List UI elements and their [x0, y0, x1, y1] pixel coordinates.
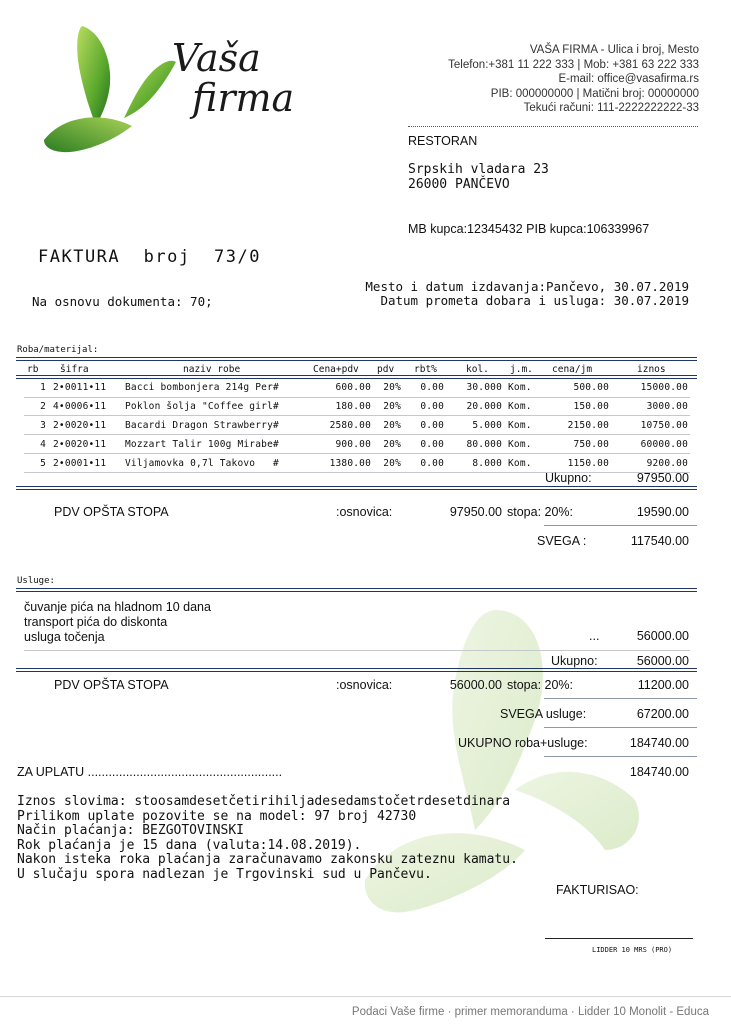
header-dotted-rule [408, 126, 698, 127]
cell-rb: 3 [40, 419, 46, 431]
cell-name: Mozzart Talir 100g Mirabe# [125, 438, 279, 450]
goods-vat-label: PDV OPŠTA STOPA [54, 505, 169, 519]
cell-amount: 60000.00 [640, 438, 688, 450]
cell-code: 4•0006•11 [53, 400, 107, 412]
col-header-name: naziv robe [183, 364, 241, 375]
payment-note: Način plaćanja: BEZGOTOVINSKI [17, 823, 244, 839]
cell-vat: 20% [383, 438, 401, 450]
cell-unit: Kom. [508, 400, 532, 412]
cell-unit: Kom. [508, 419, 532, 431]
grand-total-rule [544, 756, 697, 757]
cell-unit-price: 2150.00 [567, 419, 609, 431]
cell-qty: 5.000 [472, 419, 502, 431]
payment-note: U slučaju spora nadlezan je Trgovinski sud u Pančevu. [17, 866, 432, 882]
row-divider [24, 434, 690, 435]
services-vat-rule [544, 698, 697, 699]
services-vat-label: PDV OPŠTA STOPA [54, 678, 169, 692]
services-total-rule [16, 668, 697, 672]
cell-rb: 1 [40, 382, 46, 393]
col-header-vat: pdv [377, 364, 395, 375]
company-info-line: VAŠA FIRMA - Ulica i broj, Mesto [529, 44, 699, 56]
logo-text-line2: firma [192, 76, 295, 120]
goods-header-bottom-rule [16, 375, 697, 379]
goods-total-value: 97950.00 [636, 471, 689, 485]
cell-discount: 0.00 [420, 457, 444, 469]
cell-unit: Kom. [508, 457, 532, 469]
services-base-label: :osnovica: [336, 678, 393, 692]
services-sum-rule [544, 727, 697, 728]
cell-vat: 20% [383, 419, 401, 431]
payment-note: Nakon isteka roka plaćanja zaračunavamo zakonsku zateznu kamatu. [17, 852, 518, 868]
payment-value: 184740.00 [629, 765, 689, 779]
signed-label: FAKTURISAO: [556, 883, 639, 897]
cell-qty: 30.000 [466, 382, 502, 393]
cell-discount: 0.00 [420, 400, 444, 412]
cell-code: 2•0001•11 [53, 457, 107, 469]
services-section-label: Usluge: [17, 576, 55, 586]
row-divider [24, 415, 690, 416]
col-header-code: šifra [60, 364, 89, 375]
goods-sum-value: 117540.00 [630, 534, 689, 548]
cell-code: 2•0020•11 [53, 419, 107, 431]
col-header-discount: rbt% [414, 364, 437, 375]
cell-qty: 80.000 [466, 438, 502, 450]
cell-rb: 2 [40, 400, 46, 412]
cell-qty: 8.000 [472, 457, 502, 469]
cell-unit-price: 500.00 [573, 382, 609, 393]
col-header-qty: kol. [466, 364, 489, 375]
cell-vat: 20% [383, 382, 401, 393]
payment-note: Prilikom uplate pozovite se na model: 97 broj 42730 [17, 808, 417, 824]
company-logo-icon [40, 22, 180, 157]
goods-total-label: Ukupno: [545, 471, 592, 485]
footer-text: Podaci Vaše firme · primer memoranduma · Lidder 10 Monolit - Educa [351, 1006, 709, 1018]
cell-name: Bacci bombonjera 214g Per# [125, 382, 279, 393]
goods-sum-label: SVEGA : [537, 534, 587, 548]
invoice-place-date: Mesto i datum izdavanja:Pančevo, 30.07.2019 [365, 279, 689, 294]
service-line: čuvanje pića na hladnom 10 dana [24, 600, 211, 614]
cell-unit-price: 750.00 [573, 438, 609, 450]
goods-vat-value: 19590.00 [636, 505, 689, 519]
cell-discount: 0.00 [420, 382, 444, 393]
cell-price-vat: 600.00 [335, 382, 371, 393]
cell-amount: 3000.00 [646, 400, 688, 412]
cell-amount: 9200.00 [646, 457, 688, 469]
goods-base-value: 97950.00 [449, 505, 502, 519]
row-divider [24, 397, 690, 398]
signature-line [545, 938, 693, 939]
services-total-value: 56000.00 [636, 654, 689, 668]
buyer-city: 26000 PANČEVO [408, 177, 510, 192]
cell-price-vat: 1380.00 [329, 457, 371, 469]
services-rate-label: stopa: 20%: [507, 678, 574, 692]
services-total-label: Ukupno: [551, 654, 598, 668]
service-dots: ... [589, 629, 600, 643]
invoice-title: FAKTURA broj 73/0 [38, 247, 261, 267]
company-info-line: Telefon:+381 11 222 333 | Mob: +381 63 222 333 [448, 58, 699, 71]
cell-vat: 20% [383, 400, 401, 412]
col-header-amount: iznos [637, 364, 666, 375]
software-label: LIDDER 10 MRS (PRO) [592, 946, 673, 954]
company-info-line: PIB: 000000000 | Matični broj: 00000000 [490, 87, 699, 100]
payment-label: ZA UPLATU ........................................................ [17, 765, 283, 779]
payment-note: Rok plaćanja je 15 dana (valuta:14.08.2019). [17, 837, 362, 853]
services-base-value: 56000.00 [449, 678, 502, 692]
services-sum-value: 67200.00 [636, 707, 689, 721]
buyer-name: RESTORAN [408, 134, 478, 148]
payment-notes [17, 795, 518, 883]
cell-discount: 0.00 [420, 419, 444, 431]
cell-name: Poklon šolja "Coffee girl# [125, 400, 279, 412]
logo-text-line1: Vaša [172, 36, 261, 80]
services-header-rule [16, 588, 697, 592]
cell-code: 2•0020•11 [53, 438, 107, 450]
cell-name: Viljamovka 0,7l Takovo # [125, 457, 279, 469]
service-line-value: 56000.00 [636, 629, 689, 643]
cell-rb: 4 [40, 438, 46, 450]
cell-unit: Kom. [508, 382, 532, 393]
cell-unit: Kom. [508, 438, 532, 450]
cell-amount: 15000.00 [640, 382, 688, 393]
goods-header-rule [16, 357, 697, 361]
goods-total-rule [16, 486, 697, 490]
cell-name: Bacardi Dragon Strawberry# [125, 419, 279, 431]
footer-rule [0, 996, 731, 997]
services-sum-label: SVEGA usluge: [500, 707, 587, 721]
invoice-trade-date: Datum prometa dobara i usluga: 30.07.2019 [380, 293, 689, 308]
services-row-rule [24, 650, 690, 651]
cell-price-vat: 2580.00 [329, 419, 371, 431]
goods-base-label: :osnovica: [336, 505, 393, 519]
cell-unit-price: 1150.00 [567, 457, 609, 469]
col-header-price-vat: Cena+pdv [313, 364, 359, 375]
grand-total-value: 184740.00 [629, 736, 689, 750]
goods-section-label: Roba/materijal: [17, 345, 99, 355]
goods-vat-rule [544, 525, 697, 526]
cell-rb: 5 [40, 457, 46, 469]
company-info [448, 43, 699, 116]
col-header-unit: j.m. [510, 364, 533, 375]
col-header-unit-price: cena/jm [552, 364, 593, 375]
services-vat-value: 11200.00 [637, 678, 689, 692]
cell-price-vat: 180.00 [335, 400, 371, 412]
payment-note: Iznos slovima: stoosamdesetčetirihiljadesedamstočetrdesetdinara [17, 794, 511, 809]
cell-qty: 20.000 [466, 400, 502, 412]
company-info-line: E-mail: office@vasafirma.rs [558, 73, 699, 85]
service-line: transport pića do diskonta [24, 615, 168, 629]
col-header-rb: rb [27, 364, 39, 375]
row-divider [24, 453, 690, 454]
company-info-line: Tekući računi: 111-2222222222-33 [523, 102, 699, 114]
cell-price-vat: 900.00 [335, 438, 371, 450]
cell-code: 2•0011•11 [53, 382, 107, 393]
buyer-ids: MB kupca:12345432 PIB kupca:106339967 [408, 222, 650, 236]
cell-amount: 10750.00 [640, 419, 688, 431]
invoice-basis: Na osnovu dokumenta: 70; [32, 294, 213, 309]
goods-rate-label: stopa: 20%: [507, 505, 574, 519]
grand-total-label: UKUPNO roba+usluge: [458, 736, 588, 750]
cell-discount: 0.00 [420, 438, 444, 450]
service-line: usluga točenja [24, 630, 105, 644]
buyer-street: Srpskih vladara 23 [408, 162, 549, 177]
cell-vat: 20% [383, 457, 401, 469]
cell-unit-price: 150.00 [573, 400, 609, 412]
